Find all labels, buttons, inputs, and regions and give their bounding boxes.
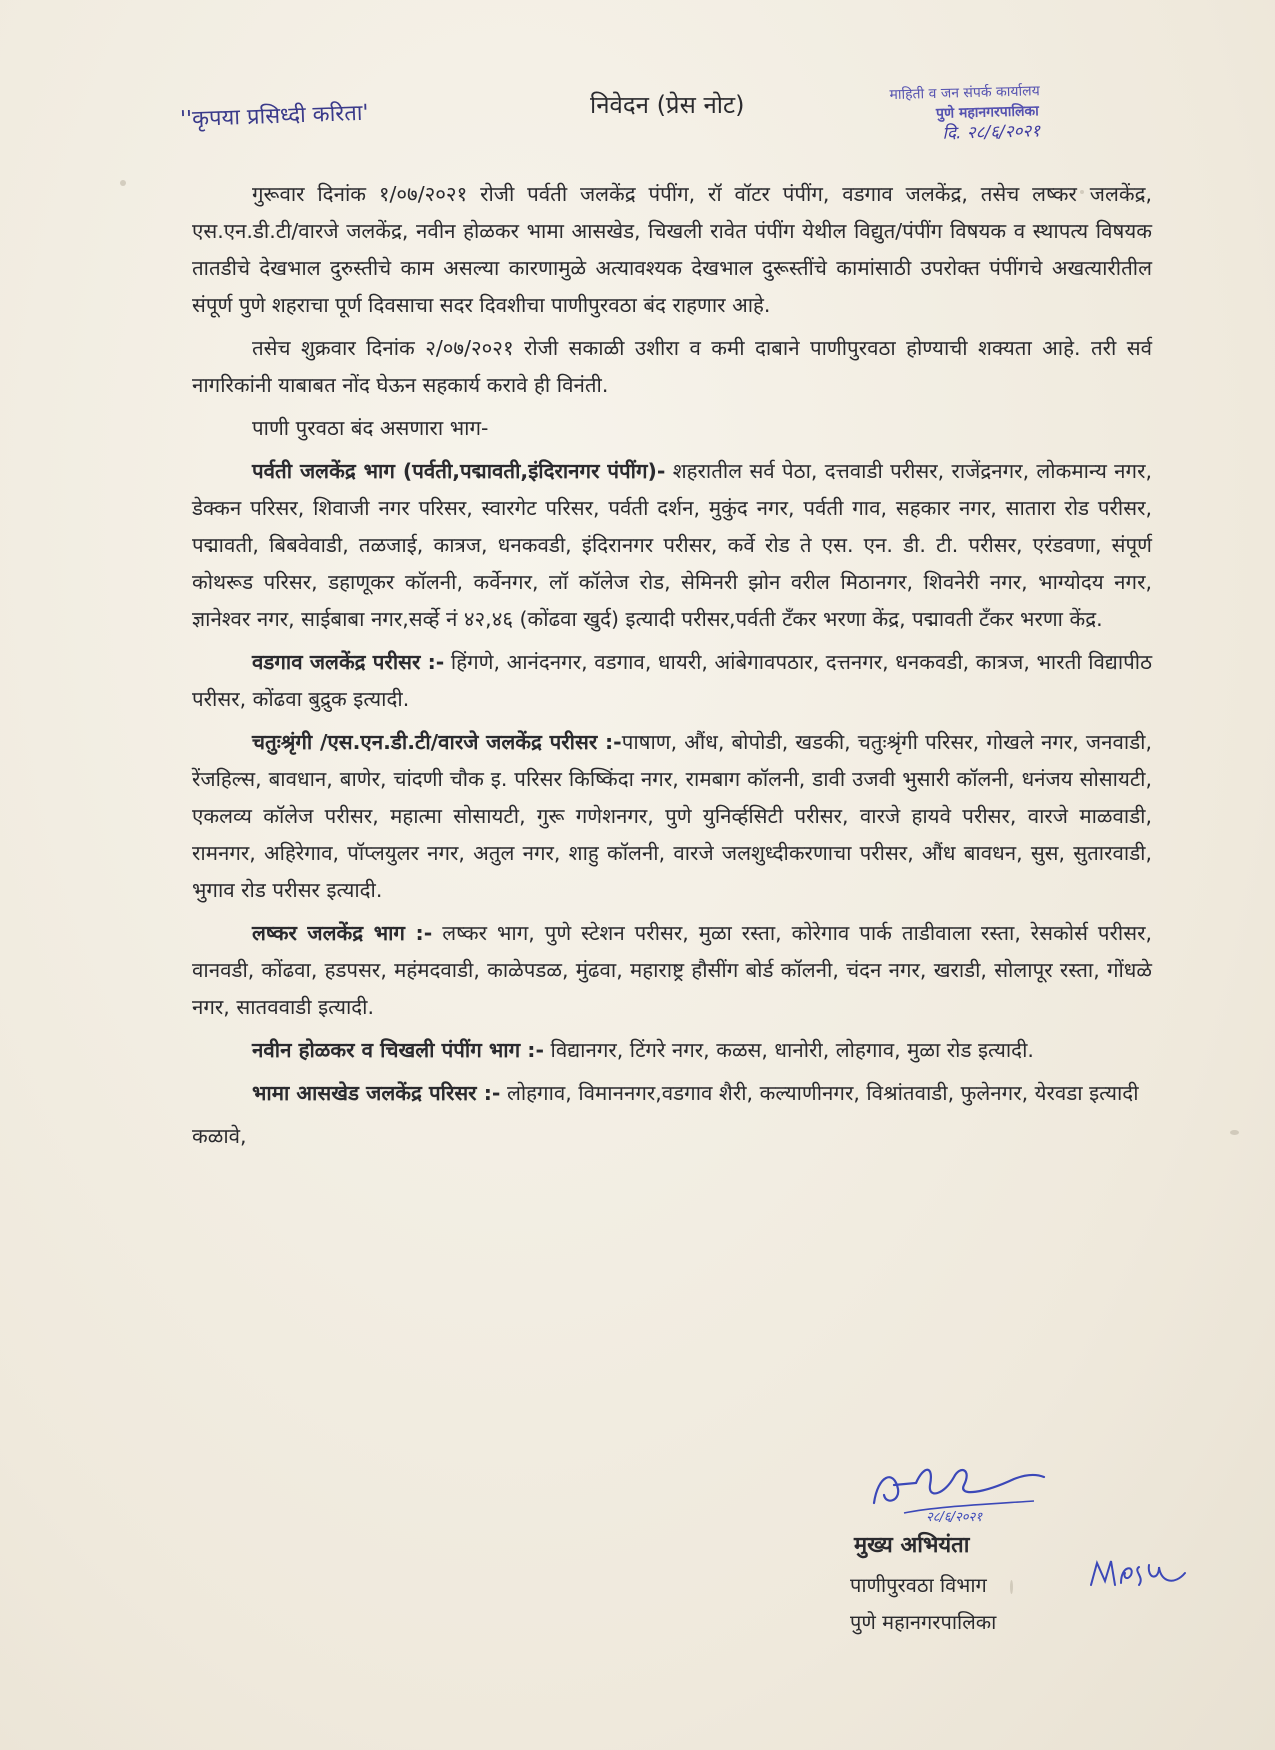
paragraph-text: पाषाण, औंध, बोपोडी, खडकी, चतुःश्रृंगी परिसर, गोखले नगर, जनवाडी, रेंजहिल्स, बावधान, बाणेर, चांदणी चौक इ. परिसर किष्किंदा नगर, रामबाग कॉलनी, डावी उजवी भुसारी कॉलनी, धनंजय सोसायटी, एकलव्य कॉलेज परीसर, महात्मा सोसायटी, गुरू गणेशनगर, पुणे युनिर्व्हसिटी परीसर, वारजे हायवे परीसर, वारजे माळवाडी, रामनगर, अहिरेगाव, पॉप्लयुलर नगर, अतुल नगर, शाहु कॉलनी, वारजे जलशुध्दीकरणाचा परीसर, औंध बावधन, सुस, सुतारवाडी, भुगाव रोड परीसर इत्यादी.	[192, 730, 1152, 902]
initials-scribble	[1085, 1555, 1195, 1595]
stamp-date: दि. २८/६/२०२१	[942, 121, 1041, 144]
signatory-organisation: पुणे महानगरपालिका	[850, 1610, 997, 1634]
paragraph	[192, 915, 1152, 1026]
document-body	[192, 176, 1152, 1161]
initials-text: MPSP	[1085, 1555, 1088, 1556]
section-heading	[192, 410, 1152, 447]
paragraph-text: विद्यानगर, टिंगरे नगर, कळस, धानोरी, लोहगाव, मुळा रोड इत्यादी.	[544, 1038, 1034, 1062]
paragraph	[192, 644, 1152, 718]
signature-block	[850, 1455, 1170, 1635]
signatory-title: मुख्य अभियंता	[854, 1533, 970, 1558]
signature-scribble	[864, 1455, 1054, 1525]
paragraph-lead: वडगाव जलकेंद्र परीसर :-	[252, 650, 445, 674]
paper-speck	[1230, 1130, 1239, 1135]
paragraph-lead: नवीन होळकर व चिखली पंपींग भाग :-	[252, 1038, 544, 1062]
paragraph	[192, 1075, 1152, 1112]
stamp-office: माहिती व जन संपर्क कार्यालय	[889, 83, 1040, 104]
paragraph-text: शहरातील सर्व पेठा, दत्तवाडी परीसर, राजेंद्रनगर, लोकमान्य नगर, डेक्कन परिसर, शिवाजी नगर परिसर, स्वारगेट परिसर, पर्वती दर्शन, मुकुंद नगर, पर्वती गाव, सहकार नगर, सातारा रोड परीसर, पद्मावती, बिबवेवाडी, तळजाई, कात्रज, धनकवडी, इंदिरानगर परीसर, कर्वे रोड ते एस. एन. डी. टी. परीसर, एरंडवणा, संपूर्ण कोथरूड परिसर, डहाणूकर कॉलनी, कर्वेनगर, लॉ कॉलेज रोड, सेमिनरी झोन वरील मिठानगर, शिवनेरी नगर, भाग्योदय नगर, ज्ञानेश्वर नगर, साईबाबा नगर,सर्व्हे नं ४२,४६ (कोंढवा खुर्द) इत्यादी परीसर,पर्वती टँकर भरणा केंद्र, पद्मावती टँकर भरणा केंद्र.	[192, 459, 1152, 631]
paragraph	[192, 724, 1152, 909]
paragraph-lead: लष्कर जलकेंद्र भाग :-	[252, 921, 433, 945]
paragraph-text: गुरूवार दिनांक १/०७/२०२१ रोजी पर्वती जलकेंद्र पंपींग, रॉ वॉटर पंपींग, वडगाव जलकेंद्र, तसेच लष्कर जलकेंद्र, एस.एन.डी.टी/वारजे जलकेंद्र, नवीन होळकर भामा आसखेड, चिखली रावेत पंपींग येथील विद्युत/पंपींग विषयक व स्थापत्य विषयक तातडीचे देखभाल दुरुस्तीचे काम असल्या कारणामुळे अत्यावश्यक देखभाल दुरूस्तींचे कामांसाठी उपरोक्त पंपींगचे अखत्यारीतील संपूर्ण पुणे शहराचा पूर्ण दिवसाचा सदर दिवशीचा पाणीपुरवठा बंद राहणार आहे.	[192, 182, 1152, 317]
closing-line: कळावे,	[192, 1124, 247, 1148]
paragraph-lead: भामा आसखेड जलकेंद्र परिसर :-	[252, 1081, 501, 1105]
publication-note: ''कृपया प्रसिध्दी करिता'	[179, 100, 369, 133]
document-title: निवेदन (प्रेस नोट)	[590, 91, 745, 119]
signatory-department: पाणीपुरवठा विभाग	[850, 1573, 987, 1597]
paragraph	[192, 176, 1152, 324]
paragraph	[192, 330, 1152, 404]
paragraph-lead: पाणी पुरवठा बंद असणारा भाग-	[252, 416, 489, 440]
paragraph-text: हिंगणे, आनंदनगर, वडगाव, धायरी, आंबेगावपठार, दत्तनगर, धनकवडी, कात्रज, भारती विद्यापीठ परीसर, कोंढवा बुद्रुक इत्यादी.	[192, 650, 1152, 711]
paragraph-lead: चतुःश्रृंगी /एस.एन.डी.टी/वारजे जलकेंद्र परीसर :-	[252, 730, 622, 754]
paragraph-text: तसेच शुक्रवार दिनांक २/०७/२०२१ रोजी सकाळी उशीरा व कमी दाबाने पाणीपुरवठा होण्याची शक्यता आहे. तरी सर्व नागरिकांनी याबाबत नोंद घेऊन सहकार्य करावे ही विनंती.	[192, 336, 1152, 397]
paragraph-text: लोहगाव, विमाननगर,वडगाव शैरी, कल्याणीनगर, विश्रांतवाडी, फुलेनगर, येरवडा इत्यादी	[500, 1081, 1139, 1105]
office-stamp	[889, 79, 1130, 145]
stamp-organisation: पुणे महानगरपालिका	[935, 103, 1040, 122]
paper-speck	[120, 180, 126, 186]
paragraph	[192, 453, 1152, 638]
paragraph	[192, 1032, 1152, 1069]
signature-date: २८/६/२०२१	[926, 1510, 983, 1525]
paragraph-lead: पर्वती जलकेंद्र भाग (पर्वती,पद्मावती,इंदिरानगर पंपींग)-	[252, 459, 666, 483]
paragraph-text: लष्कर भाग, पुणे स्टेशन परीसर, मुळा रस्ता, कोरेगाव पार्क ताडीवाला रस्ता, रेसकोर्स परीसर, वानवडी, कोंढवा, हडपसर, महंमदवाडी, काळेपडळ, मुंढवा, महाराष्ट्र हौसींग बोर्ड कॉलनी, चंदन नगर, खराडी, सोलापूर रस्ता, गोंधळे नगर, सातववाडी इत्यादी.	[192, 921, 1152, 1019]
